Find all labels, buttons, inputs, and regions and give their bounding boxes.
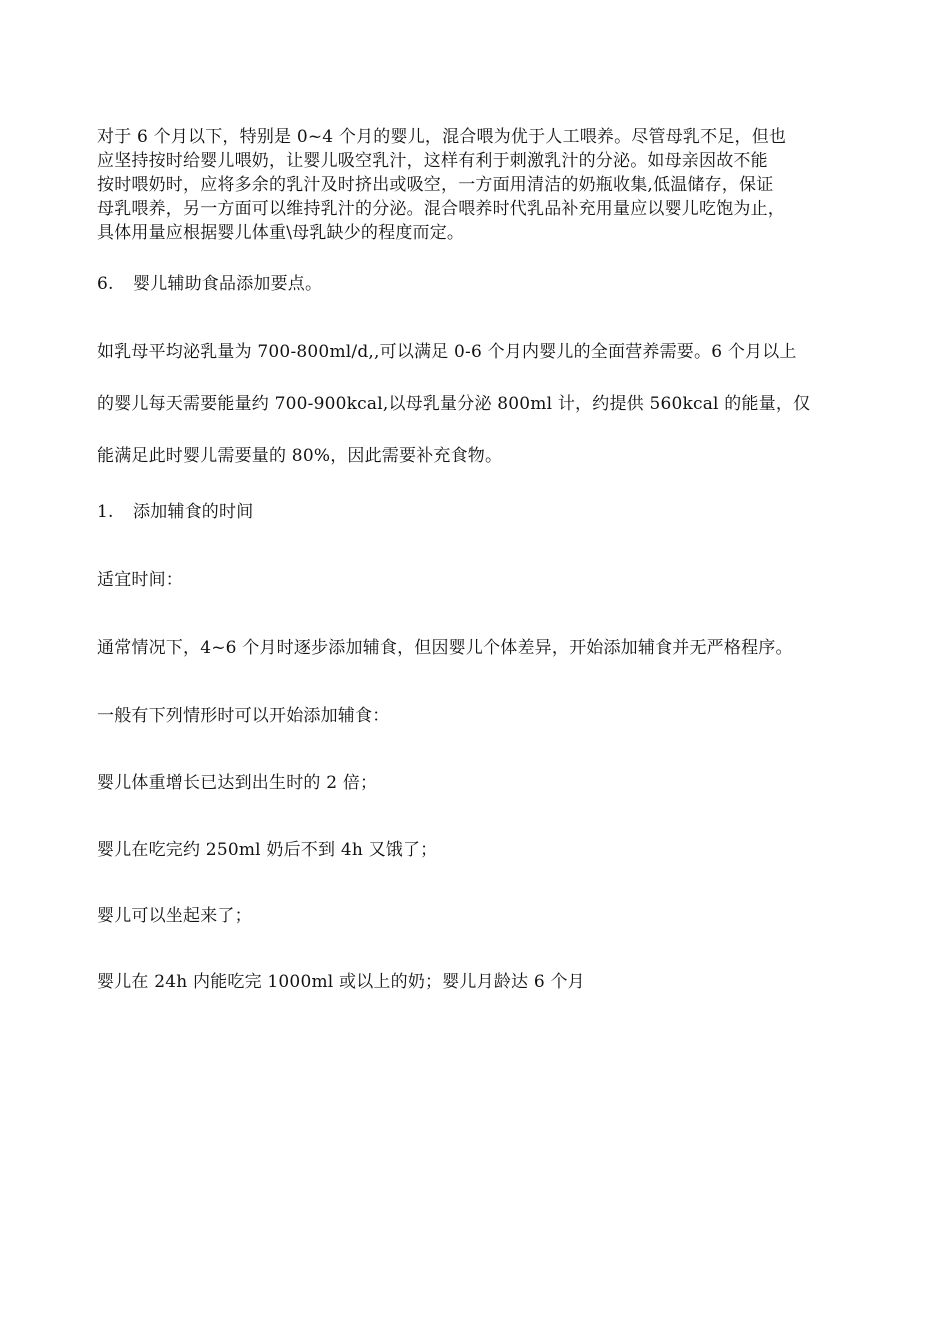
paragraph-line: 的婴儿每天需要能量约 700-900kcal,以母乳量分泌 800ml 计，约提供 560kcal 的能量，仅 — [97, 394, 811, 414]
condition-item: 婴儿在 24h 内能吃完 1000ml 或以上的奶；婴儿月龄达 6 个月 — [97, 972, 585, 992]
paragraph-line: 应坚持按时给婴儿喂奶，让婴儿吸空乳汁，这样有利于刺激乳汁的分泌。如母亲因故不能 — [97, 151, 768, 171]
paragraph-line: 按时喂奶时，应将多余的乳汁及时挤出或吸空，一方面用清洁的奶瓶收集,低温储存，保证 — [97, 175, 774, 195]
paragraph-line: 母乳喂养，另一方面可以维持乳汁的分泌。混合喂养时代乳品补充用量应以婴儿吃饱为止， — [97, 199, 785, 219]
section-title: 婴儿辅助食品添加要点。 — [133, 274, 323, 294]
paragraph-line: 能满足此时婴儿需要量的 80%，因此需要补充食物。 — [97, 446, 503, 466]
section-heading-1 — [97, 500, 857, 524]
general-conditions-intro: 一般有下列情形时可以开始添加辅食： — [97, 706, 390, 726]
paragraph-mixed-feeding — [97, 125, 857, 245]
suitable-time-label: 适宜时间： — [97, 570, 183, 590]
condition-item: 婴儿可以坐起来了； — [97, 906, 252, 926]
paragraph-line: 对于 6 个月以下，特别是 0~4 个月的婴儿，混合喂为优于人工喂养。尽管母乳不足，但也 — [97, 127, 787, 147]
section-heading-6 — [97, 272, 857, 296]
section-title: 添加辅食的时间 — [133, 502, 254, 522]
condition-item: 婴儿在吃完约 250ml 奶后不到 4h 又饿了； — [97, 840, 438, 860]
usual-timing-text: 通常情况下，4~6 个月时逐步添加辅食，但因婴儿个体差异，开始添加辅食并无严格程序。 — [97, 638, 793, 658]
condition-item: 婴儿体重增长已达到出生时的 2 倍； — [97, 773, 378, 793]
section-number: 1. — [97, 502, 114, 522]
paragraph-energy-needs — [97, 326, 857, 482]
paragraph-line: 如乳母平均泌乳量为 700-800ml/d,,可以满足 0-6 个月内婴儿的全面营养需要。6 个月以上 — [97, 342, 797, 362]
section-number: 6. — [97, 274, 114, 294]
paragraph-line: 具体用量应根据婴儿体重\母乳缺少的程度而定。 — [97, 223, 465, 243]
